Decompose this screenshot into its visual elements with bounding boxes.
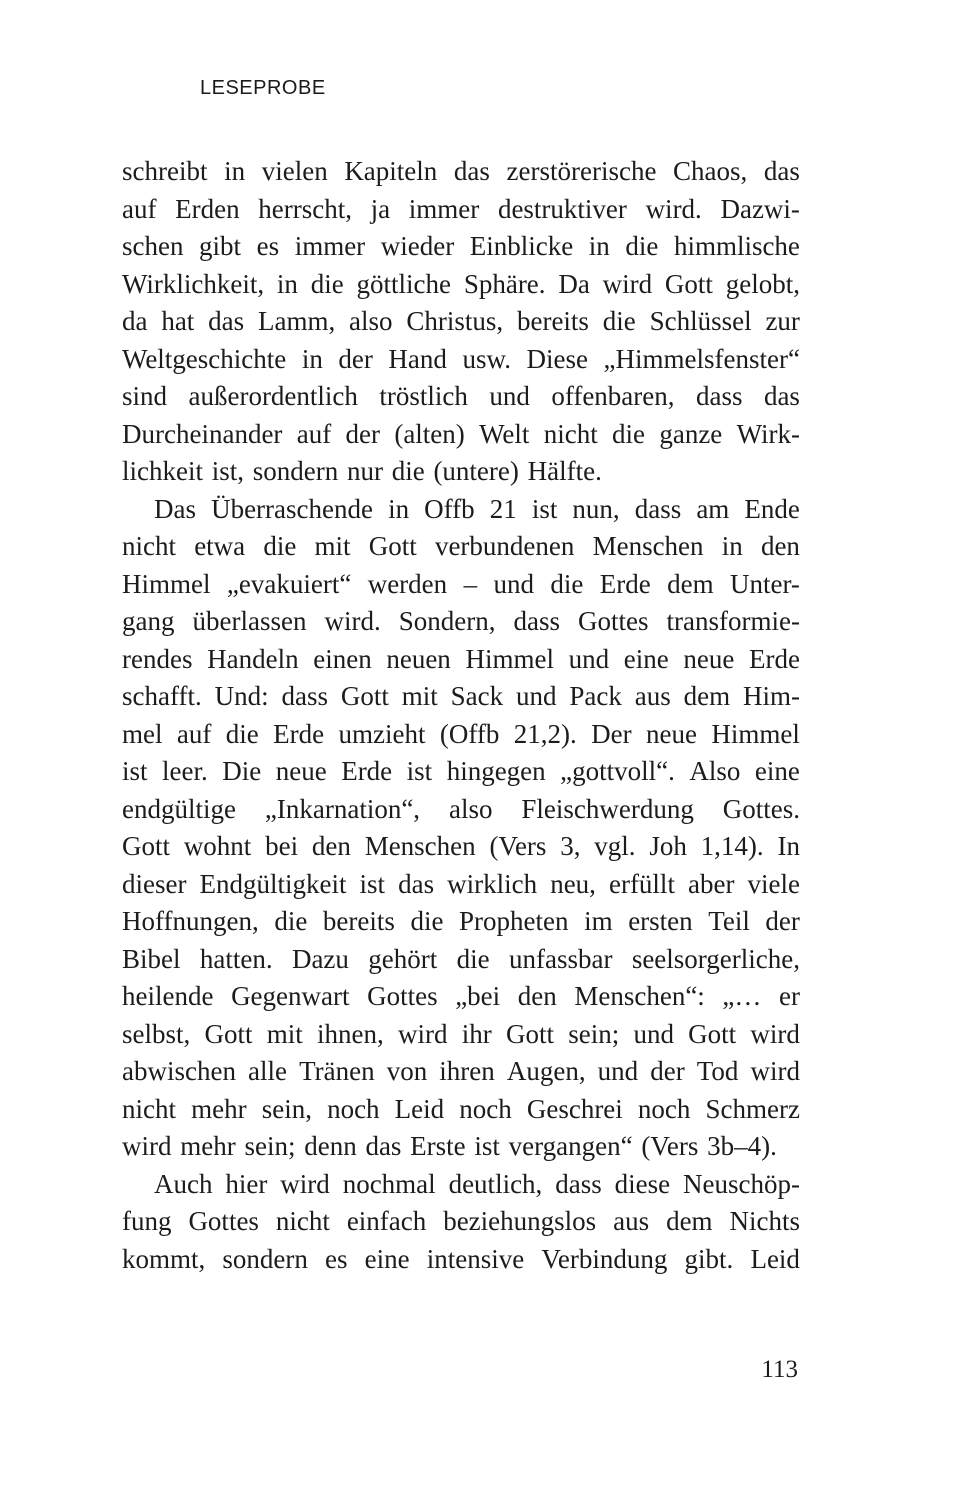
paragraph xyxy=(122,491,800,1166)
text-line: Durcheinander auf der (alten) Welt nicht die ganze Wirk- xyxy=(122,418,800,449)
text-line: nicht etwa die mit Gott verbundenen Menschen in den xyxy=(122,531,800,561)
text-line: wird mehr sein; denn das Erste ist vergangen“ (Vers 3b–4). xyxy=(122,1131,777,1161)
text-line: kommt, sondern es eine intensive Verbindung gibt. Leid xyxy=(122,1243,800,1274)
text-line: schafft. Und: dass Gott mit Sack und Pack aus dem Him- xyxy=(122,681,800,711)
text-line: fung Gottes nicht einfach beziehungslos aus dem Nichts xyxy=(122,1206,800,1236)
text-line: heilende Gegenwart Gottes „bei den Menschen“: „… er xyxy=(122,981,800,1011)
text-line: nicht mehr sein, noch Leid noch Geschrei noch Schmerz xyxy=(122,1093,800,1124)
text-line: Wirklichkeit, in die göttliche Sphäre. Da wird Gott gelobt, xyxy=(122,268,800,299)
text-line: Hoffnungen, die bereits die Propheten im ersten Teil der xyxy=(122,906,800,936)
text-line: abwischen alle Tränen von ihren Augen, und der Tod wird xyxy=(122,1056,800,1086)
text-line: Weltgeschichte in der Hand usw. Diese „Himmelsfenster“ xyxy=(122,343,800,374)
text-line: selbst, Gott mit ihnen, wird ihr Gott sein; und Gott wird xyxy=(122,1018,800,1049)
paragraph xyxy=(122,153,800,491)
text-line: da hat das Lamm, also Christus, bereits die Schlüssel zur xyxy=(122,306,800,336)
body-text xyxy=(122,153,800,1278)
page-number: 113 xyxy=(761,1356,798,1383)
paragraph xyxy=(122,1166,800,1279)
text-line: schreibt in vielen Kapiteln das zerstörerische Chaos, das xyxy=(122,156,800,186)
text-line: auf Erden herrscht, ja immer destruktiver wird. Dazwi- xyxy=(122,193,800,224)
text-line: lichkeit ist, sondern nur die (untere) Hälfte. xyxy=(122,456,602,486)
text-line: Auch hier wird nochmal deutlich, dass diese Neuschöp- xyxy=(154,1168,800,1199)
text-line: Bibel hatten. Dazu gehört die unfassbar seelsorgerliche, xyxy=(122,943,800,974)
text-line: mel auf die Erde umzieht (Offb 21,2). Der neue Himmel xyxy=(122,718,800,749)
text-line: rendes Handeln einen neuen Himmel und eine neue Erde xyxy=(122,643,800,674)
text-line: schen gibt es immer wieder Einblicke in die himmlische xyxy=(122,231,800,261)
text-line: gang überlassen wird. Sondern, dass Gottes transformie- xyxy=(122,606,800,636)
page-header: LESEPROBE xyxy=(200,77,326,99)
text-line: Gott wohnt bei den Menschen (Vers 3, vgl. Joh 1,14). In xyxy=(122,831,800,861)
text-line: Das Überraschende in Offb 21 ist nun, dass am Ende xyxy=(154,493,800,524)
text-line: dieser Endgültigkeit ist das wirklich neu, erfüllt aber viele xyxy=(122,868,800,899)
text-line: endgültige „Inkarnation“, also Fleischwerdung Gottes. xyxy=(122,793,800,824)
text-line: sind außerordentlich tröstlich und offenbaren, dass das xyxy=(122,381,800,411)
text-line: ist leer. Die neue Erde ist hingegen „gottvoll“. Also eine xyxy=(122,756,800,786)
text-line: Himmel „evakuiert“ werden – und die Erde dem Unter- xyxy=(122,568,800,599)
